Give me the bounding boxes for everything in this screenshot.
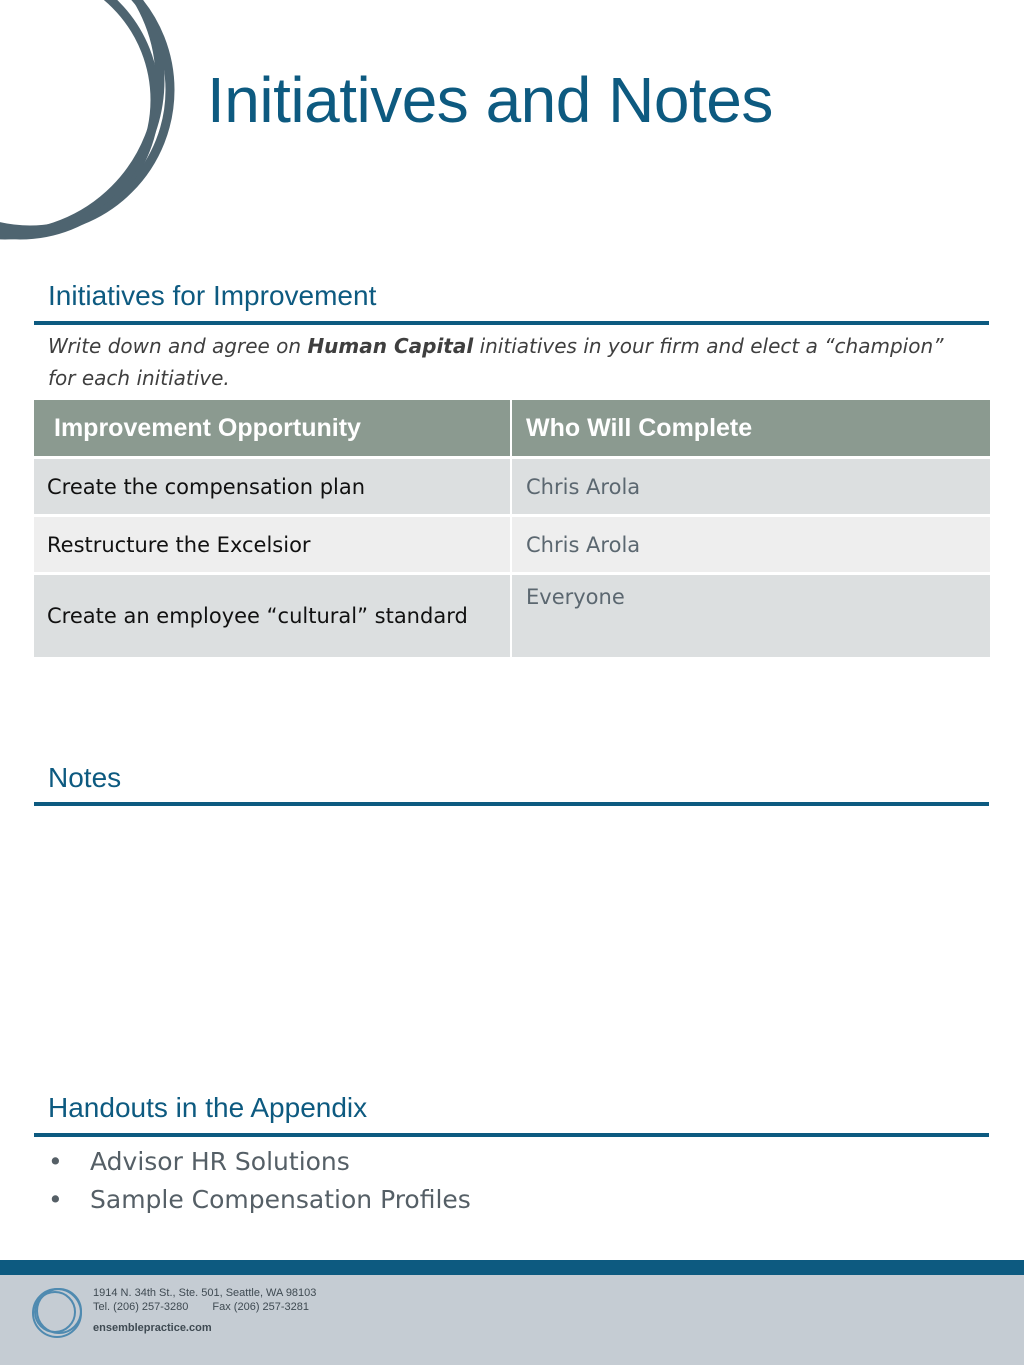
footer-fax: Fax (206) 257-3281 — [212, 1301, 310, 1313]
opportunity-cell: Restructure the Excelsior — [34, 517, 512, 575]
table-row — [34, 575, 990, 660]
instructions-bold: Human Capital — [307, 334, 474, 358]
instructions-text — [48, 330, 948, 394]
company-logo-icon — [28, 1283, 86, 1341]
handouts-list — [48, 1143, 471, 1219]
footer-tel: Tel. (206) 257-3280 — [93, 1301, 189, 1313]
initiatives-divider — [34, 321, 989, 325]
handout-label: Advisor HR Solutions — [90, 1147, 350, 1176]
list-item — [48, 1181, 471, 1219]
handout-label: Sample Compensation Profiles — [90, 1185, 471, 1214]
footer-website-link[interactable]: ensemblepractice.com — [93, 1322, 212, 1334]
bullet-icon: • — [48, 1185, 63, 1214]
instructions-after: initiatives in your firm and elect a “champion” for each initiative. — [48, 334, 944, 390]
column-header-opportunity: Improvement Opportunity — [34, 400, 512, 459]
list-item — [48, 1143, 471, 1181]
table-header-row — [34, 400, 990, 459]
owner-cell: Everyone — [512, 575, 990, 660]
bullet-icon: • — [48, 1147, 63, 1176]
handouts-heading: Handouts in the Appendix — [48, 1092, 368, 1123]
notes-heading: Notes — [48, 762, 122, 793]
opportunity-cell: Create the compensation plan — [34, 459, 512, 517]
initiatives-table — [34, 400, 990, 660]
page-title: Initiatives and Notes — [207, 64, 773, 136]
column-header-owner: Who Will Complete — [512, 400, 990, 459]
table-row — [34, 459, 990, 517]
opportunity-cell: Create an employee “cultural” standard — [34, 575, 512, 660]
initiatives-heading: Initiatives for Improvement — [48, 280, 377, 311]
footer-accent-band — [0, 1260, 1024, 1275]
footer-contact — [93, 1286, 316, 1335]
footer-phone-row — [93, 1300, 316, 1314]
instructions-before: Write down and agree on — [48, 334, 308, 358]
handouts-divider — [34, 1133, 989, 1137]
table-row — [34, 517, 990, 575]
decorative-rings-icon — [0, 0, 190, 250]
notes-divider — [34, 802, 989, 806]
footer — [0, 1275, 1024, 1365]
footer-address: 1914 N. 34th St., Ste. 501, Seattle, WA 98103 — [93, 1287, 317, 1299]
owner-cell: Chris Arola — [512, 517, 990, 575]
owner-cell: Chris Arola — [512, 459, 990, 517]
